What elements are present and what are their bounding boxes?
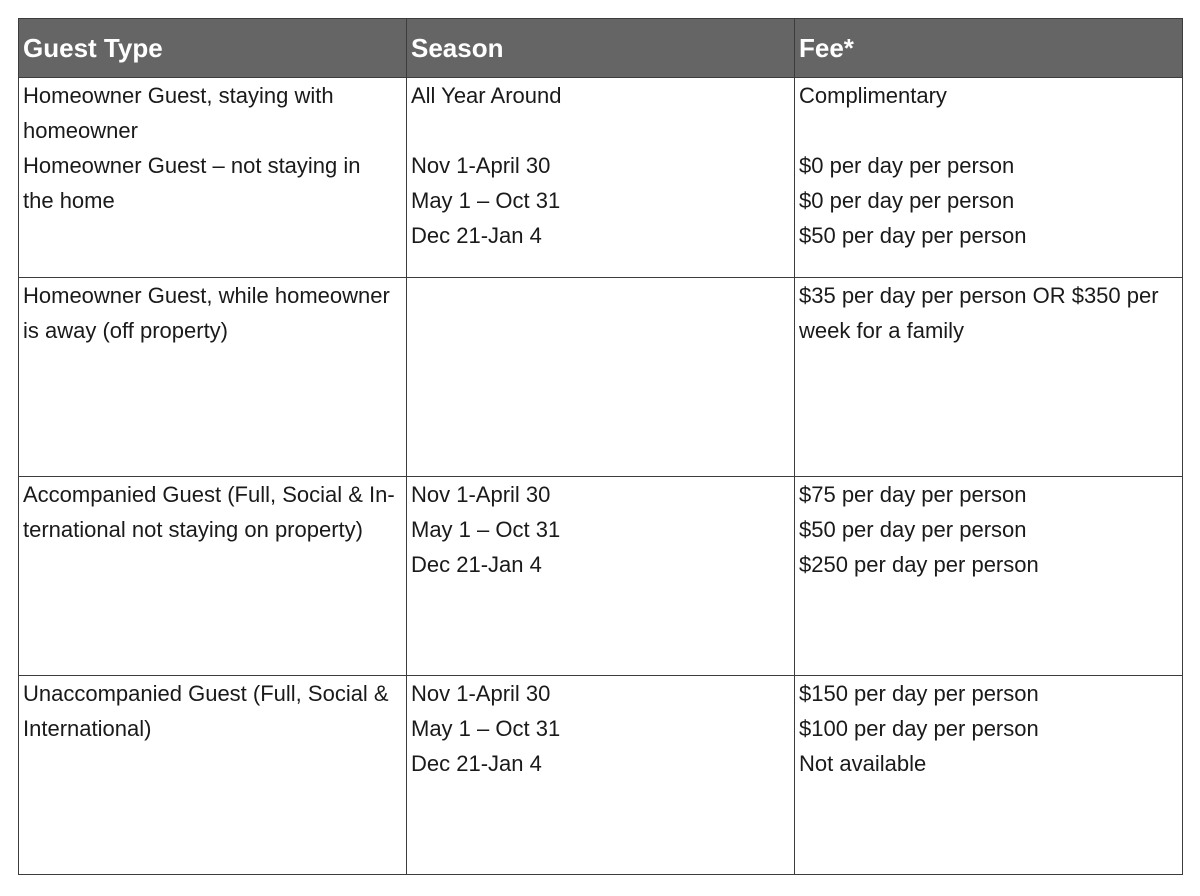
fee-cell [795,278,1183,477]
fee-line: $100 per day per person [799,716,1039,741]
table-row [19,278,1183,477]
guest-type-line: Homeowner Guest, while homeowner [23,283,390,308]
guest-type-cell [19,78,407,278]
fee-line: Complimentary [799,83,947,108]
season-cell [407,477,795,676]
guest-type-line: is away (off property) [23,318,229,343]
table-header-row [19,19,1183,78]
guest-type-line: Unaccompanied Guest (Full, Social & [23,681,389,706]
fee-line: $50 per day per person [799,223,1027,248]
season-cell [407,676,795,875]
season-cell [407,78,795,278]
fee-line: $150 per day per person [799,681,1039,706]
season-line: Dec 21-Jan 4 [411,751,542,776]
season-line [411,113,790,148]
fee-line: $0 per day per person [799,153,1015,178]
table-row [19,477,1183,676]
guest-type-line: International) [23,716,152,741]
season-line: May 1 – Oct 31 [411,517,561,542]
guest-fee-table [18,18,1183,875]
table-body [19,78,1183,875]
fee-line: $250 per day per person [799,552,1039,577]
header-fee: Fee* [795,19,1183,78]
season-line: Dec 21-Jan 4 [411,223,542,248]
fee-cell [795,477,1183,676]
guest-type-line: Homeowner Guest – not staying in [23,153,361,178]
fee-line: $0 per day per person [799,188,1015,213]
fee-line: Not available [799,751,927,776]
fee-line: $50 per day per person [799,517,1027,542]
season-cell [407,278,795,477]
fee-cell [795,78,1183,278]
guest-type-cell [19,676,407,875]
guest-type-line: homeowner [23,118,138,143]
header-guest-type: Guest Type [19,19,407,78]
guest-type-line: Accompanied Guest (Full, Social & In- [23,482,395,507]
guest-type-line: the home [23,188,115,213]
fee-cell [795,676,1183,875]
guest-type-cell [19,278,407,477]
season-line: May 1 – Oct 31 [411,188,561,213]
season-line: Nov 1-April 30 [411,482,551,507]
season-line: All Year Around [411,83,562,108]
season-line: May 1 – Oct 31 [411,716,561,741]
fee-line: week for a family [799,318,965,343]
table-row [19,676,1183,875]
season-line: Nov 1-April 30 [411,153,551,178]
header-season: Season [407,19,795,78]
guest-type-line: Homeowner Guest, staying with [23,83,334,108]
fee-line: $35 per day per person OR $350 per [799,283,1159,308]
guest-type-line: ternational not staying on property) [23,517,363,542]
season-line: Dec 21-Jan 4 [411,552,542,577]
season-line: Nov 1-April 30 [411,681,551,706]
fee-line: $75 per day per person [799,482,1027,507]
fee-line [799,113,1178,148]
guest-type-cell [19,477,407,676]
table-row [19,78,1183,278]
